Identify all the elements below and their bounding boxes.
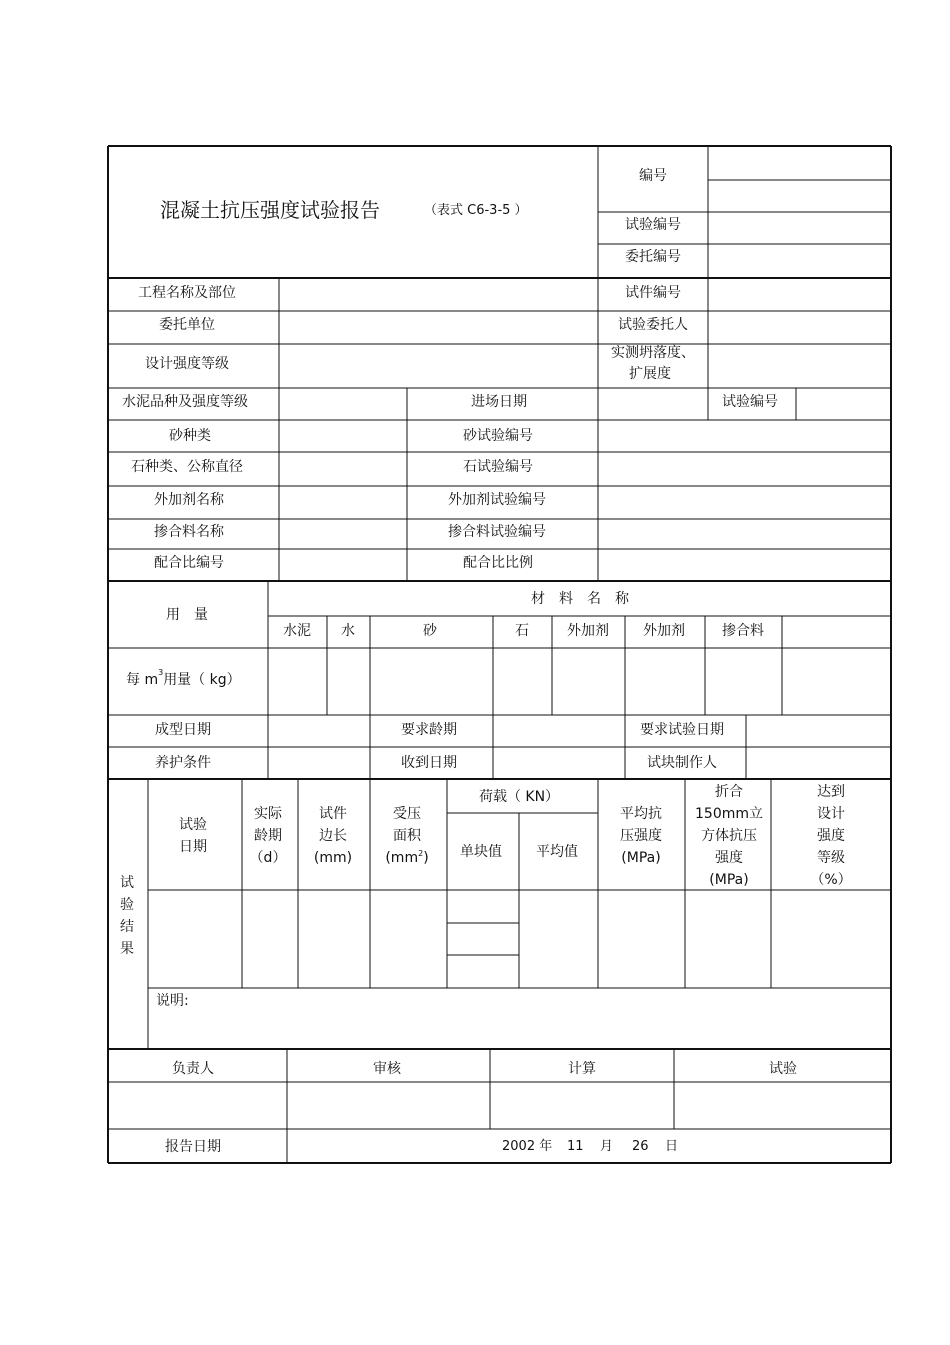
area-header: 受压 面积 $(mm^2)$ <box>385 806 429 866</box>
mix-ratio-label: 配合比比例 <box>463 555 533 571</box>
report-date-label: 报告日期 <box>165 1139 221 1155</box>
month-unit: 月 <box>600 1139 614 1154</box>
material-col-admixture-1: 外加剂 <box>567 623 609 639</box>
single-value-header: 单块值 <box>460 844 502 860</box>
form-code: （表式 C6-3-5 ） <box>424 203 528 218</box>
side-length-header: 试件 边长 (mm) <box>313 806 353 866</box>
material-col-water: 水 <box>341 623 355 639</box>
sand-label: 砂种类 <box>169 428 211 444</box>
calculation-label: 计算 <box>568 1061 596 1077</box>
note-label: 说明: <box>156 993 189 1009</box>
load-header: 荷载（ KN） <box>478 789 560 805</box>
converted-strength-header: 折合 150mm立 方体抗压 强度 (MPa) <box>695 784 763 888</box>
received-date-label: 收到日期 <box>401 755 457 771</box>
day-unit: 日 <box>665 1139 679 1154</box>
material-col-addition: 掺合料 <box>722 623 764 639</box>
usage-label: 用 量 <box>166 607 208 623</box>
admixture-label: 外加剂名称 <box>154 492 224 508</box>
material-name-label: 材 料 名 称 <box>531 591 629 607</box>
curing-label: 养护条件 <box>155 755 211 771</box>
forming-date-label: 成型日期 <box>155 722 211 738</box>
material-col-stone: 石 <box>515 623 529 639</box>
maker-label: 试块制作人 <box>647 755 717 771</box>
project-label: 工程名称及部位 <box>138 285 236 301</box>
cement-label: 水泥品种及强度等级 <box>122 394 248 410</box>
addition-label: 掺合料名称 <box>154 524 224 540</box>
sand-test-number-label: 砂试验编号 <box>463 428 533 444</box>
report-date-year: 2002 年 <box>502 1139 553 1154</box>
stone-test-number-label: 石试验编号 <box>463 459 533 475</box>
addition-test-number-label: 掺合料试验编号 <box>448 524 546 540</box>
specimen-number-label: 试件编号 <box>625 285 681 301</box>
report-date-month: 11 <box>567 1139 584 1154</box>
test-client-label: 试验委托人 <box>618 317 688 333</box>
test-results-side-label: 试 验 结 果 <box>120 875 134 957</box>
test-date-header: 试验 日期 <box>179 817 207 855</box>
cement-test-number-label: 试验编号 <box>722 394 778 410</box>
actual-age-header: 实际 龄期 （d） <box>249 806 287 866</box>
report-title: 混凝土抗压强度试验报告 <box>160 198 380 222</box>
design-strength-label: 设计强度等级 <box>145 356 229 372</box>
slump-label-line1: 实测坍落度、 <box>611 345 695 361</box>
review-label: 审核 <box>373 1061 401 1077</box>
number-label: 编号 <box>639 168 667 184</box>
test-number-label: 试验编号 <box>625 217 681 233</box>
reach-design-grade-header: 达到 设计 强度 等级 （%） <box>810 784 852 888</box>
required-age-label: 要求龄期 <box>401 722 457 738</box>
average-strength-header: 平均抗 压强度 (MPa) <box>620 806 662 866</box>
material-col-cement: 水泥 <box>283 623 311 639</box>
report-date-day: 26 <box>632 1139 649 1154</box>
required-test-date-label: 要求试验日期 <box>640 722 724 738</box>
mix-number-label: 配合比编号 <box>154 555 224 571</box>
slump-label-line2: 扩展度 <box>629 366 671 382</box>
material-col-sand: 砂 <box>423 623 437 639</box>
client-label: 委托单位 <box>159 317 215 333</box>
material-col-admixture-2: 外加剂 <box>643 623 685 639</box>
commission-number-label: 委托编号 <box>625 249 681 265</box>
entry-date-label: 进场日期 <box>471 394 527 410</box>
admixture-test-number-label: 外加剂试验编号 <box>448 492 546 508</box>
average-value-header: 平均值 <box>536 844 578 860</box>
responsible-label: 负责人 <box>172 1061 214 1077</box>
test-label: 试验 <box>769 1061 797 1077</box>
stone-label: 石种类、公称直径 <box>131 459 243 475</box>
per-m3-usage-label: 每 $m^3$用量（ kg） <box>126 668 241 688</box>
